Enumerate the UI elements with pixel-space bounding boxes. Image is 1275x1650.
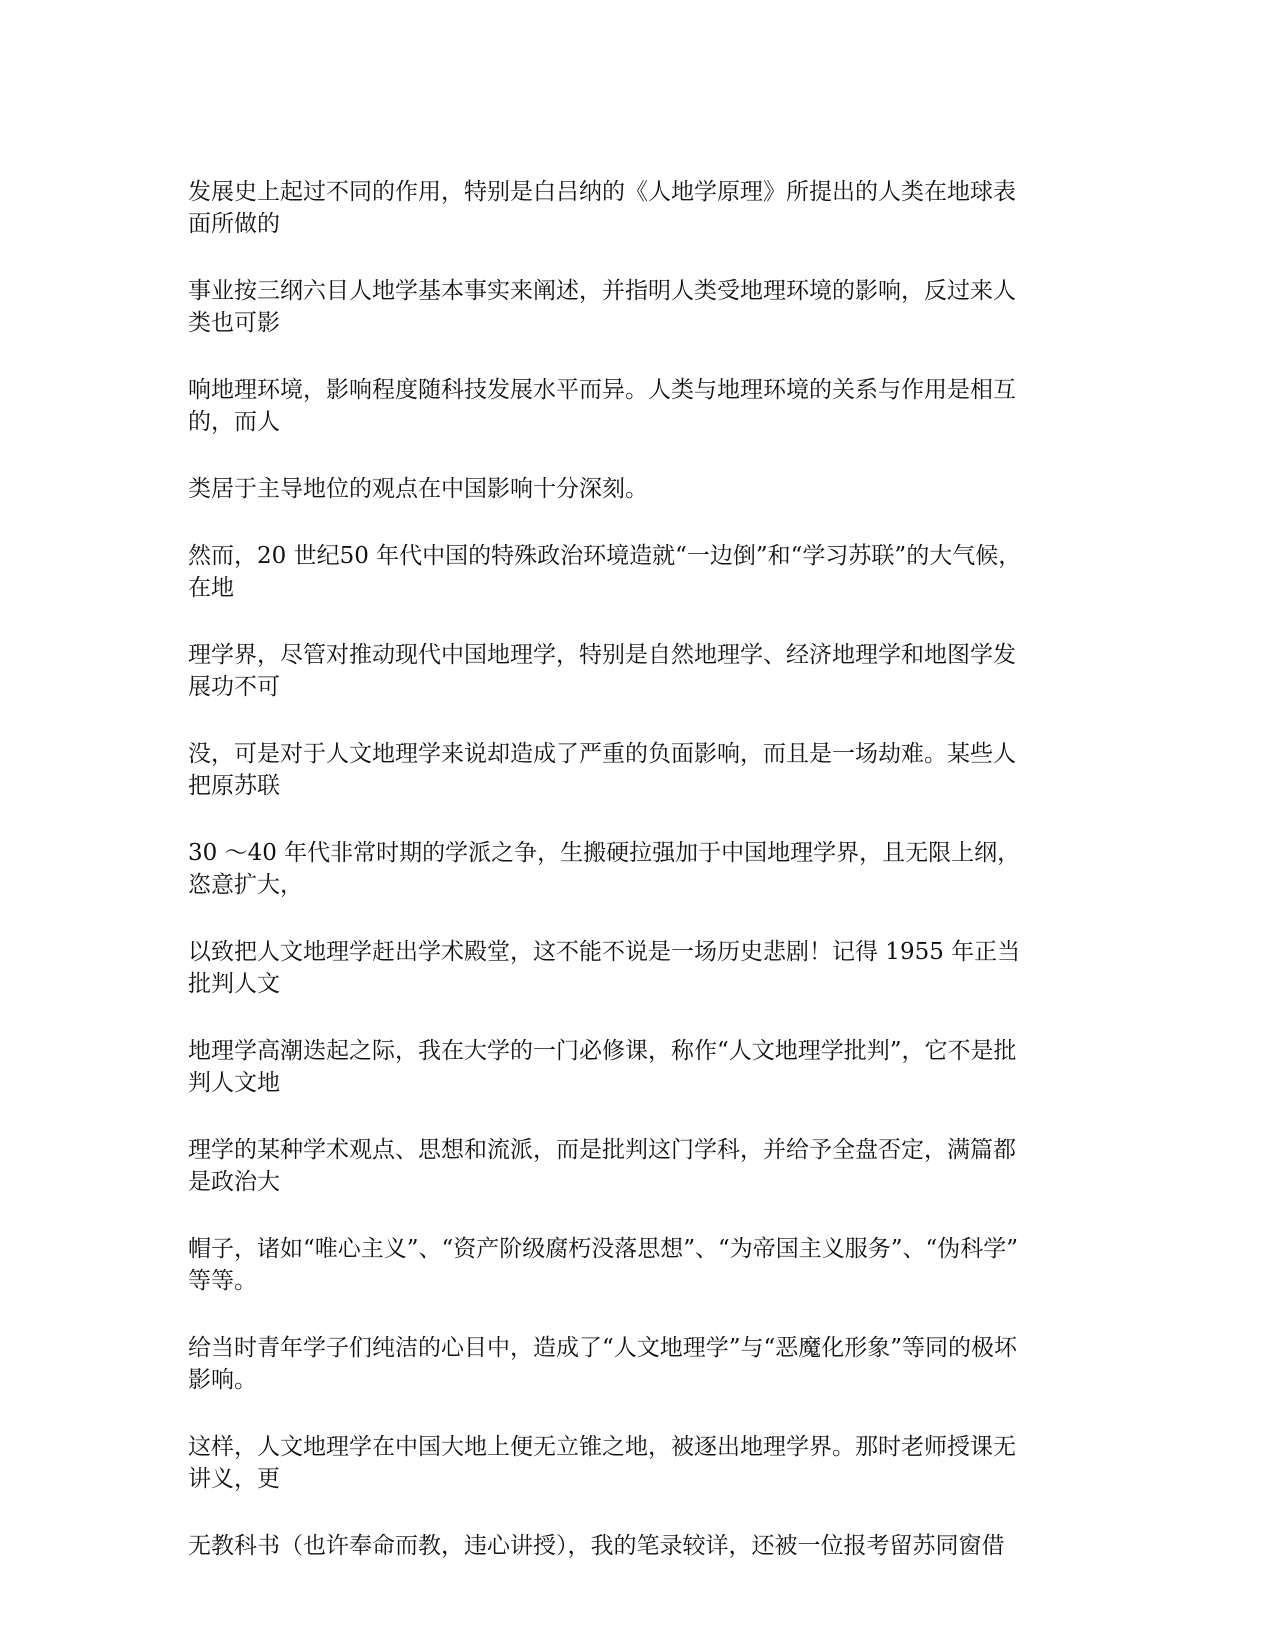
paragraph (188, 1134, 1088, 1198)
paragraph (188, 837, 1088, 901)
text-line: 30 ～40 年代非常时期的学派之争，生搬硬拉强加于中国地理学界，且无限上纲， (188, 840, 1021, 866)
text-line: 判人文地 (188, 1070, 280, 1096)
text-line: 这样，人文地理学在中国大地上便无立锥之地，被逐出地理学界。那时老师授课无 (188, 1434, 1016, 1460)
paragraph (188, 738, 1088, 802)
paragraph (188, 1233, 1088, 1297)
text-line: 理学界，尽管对推动现代中国地理学，特别是自然地理学、经济地理学和地图学发 (188, 642, 1016, 668)
paragraph (188, 1431, 1088, 1495)
text-line: 以致把人文地理学赶出学术殿堂，这不能不说是一场历史悲剧！记得 1955 年正当 (188, 939, 1021, 965)
text-line: 是政治大 (188, 1169, 280, 1195)
paragraph (188, 936, 1088, 1000)
text-line: 讲义，更 (188, 1466, 280, 1492)
text-line: 发展史上起过不同的作用，特别是白吕纳的《人地学原理》所提出的人类在地球表 (188, 179, 1016, 205)
text-line: 批判人文 (188, 971, 280, 997)
text-line: 地理学高潮迭起之际，我在大学的一门必修课，称作“人文地理学批判”，它不是批 (188, 1038, 1017, 1064)
text-line: 类也可影 (188, 310, 280, 336)
text-line: 恣意扩大， (188, 872, 303, 898)
paragraph (188, 639, 1088, 703)
paragraph (188, 1035, 1088, 1099)
paragraph (188, 473, 1088, 505)
text-line: 然而，20 世纪50 年代中国的特殊政治环境造就“一边倒”和“学习苏联”的大气候， (188, 543, 1022, 569)
text-line: 事业按三纲六目人地学基本事实来阐述，并指明人类受地理环境的影响，反过来人 (188, 278, 1016, 304)
text-line: 在地 (188, 575, 234, 601)
document-body (188, 176, 1088, 1597)
paragraph (188, 275, 1088, 339)
paragraph (188, 1332, 1088, 1396)
text-line: 响地理环境，影响程度随科技发展水平而异。人类与地理环境的关系与作用是相互 (188, 377, 1016, 403)
text-line: 理学的某种学术观点、思想和流派，而是批判这门学科，并给予全盘否定，满篇都 (188, 1137, 1016, 1163)
paragraph (188, 176, 1088, 240)
text-line: 给当时青年学子们纯洁的心目中，造成了“人文地理学”与“恶魔化形象”等同的极坏 (188, 1335, 1018, 1361)
text-line: 把原苏联 (188, 773, 280, 799)
text-line: 展功不可 (188, 674, 280, 700)
paragraph (188, 374, 1088, 438)
text-line: 面所做的 (188, 211, 280, 237)
text-line: 等等。 (188, 1268, 257, 1294)
text-line: 帽子，诸如“唯心主义”、“资产阶级腐朽没落思想”、“为帝国主义服务”、“伪科学” (188, 1236, 1019, 1262)
text-line: 类居于主导地位的观点在中国影响十分深刻。 (188, 476, 648, 502)
text-line: 没，可是对于人文地理学来说却造成了严重的负面影响，而且是一场劫难。某些人 (188, 741, 1016, 767)
text-line: 影响。 (188, 1367, 257, 1393)
paragraph (188, 1530, 1088, 1562)
paragraph (188, 540, 1088, 604)
text-line: 无教科书（也许奉命而教，违心讲授），我的笔录较详，还被一位报考留苏同窗借 (188, 1533, 1005, 1559)
text-line: 的，而人 (188, 409, 280, 435)
